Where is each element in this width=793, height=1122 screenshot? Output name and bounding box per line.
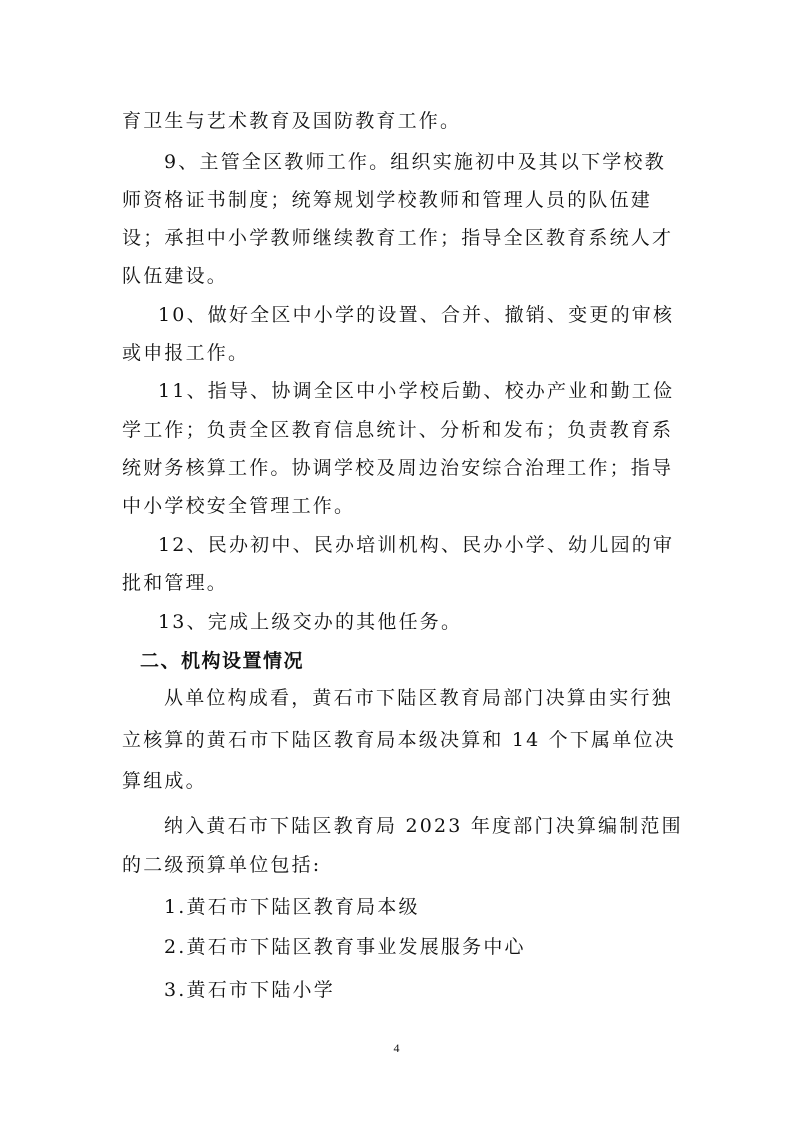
text-line: 学工作；负责全区教育信息统计、分析和发布；负责教育系 (122, 419, 674, 441)
text-line: 设；承担中小学教师继续教育工作；指导全区教育系统人才 (122, 227, 674, 249)
list-item: 2.黄石市下陆区教育事业发展服务中心 (164, 936, 526, 958)
text-line: 育卫生与艺术教育及国防教育工作。 (122, 110, 462, 132)
text-line: 的二级预算单位包括: (122, 854, 322, 876)
section-heading: 二、机构设置情况 (140, 650, 305, 672)
text-line: 9、主管全区教师工作。组织实施初中及其以下学校教 (164, 151, 666, 173)
text-line: 队伍建设。 (122, 265, 229, 287)
list-item: 3.黄石市下陆小学 (164, 979, 335, 1001)
text-line: 纳入黄石市下陆区教育局 2023 年度部门决算编制范围 (164, 815, 683, 837)
text-line: 10、做好全区中小学的设置、合并、撤销、变更的审核 (158, 304, 675, 326)
page-number: 4 (393, 1041, 400, 1055)
text-line: 算组成。 (122, 770, 207, 792)
text-line: 12、民办初中、民办培训机构、民办小学、幼儿园的审 (158, 534, 675, 556)
text-line: 从单位构成看，黄石市下陆区教育局部门决算由实行独 (164, 687, 673, 709)
text-line: 11、指导、协调全区中小学校后勤、校办产业和勤工俭 (158, 380, 675, 402)
text-line: 或申报工作。 (122, 342, 250, 364)
list-item: 1.黄石市下陆区教育局本级 (164, 896, 420, 918)
text-line: 批和管理。 (122, 572, 229, 594)
text-line: 13、完成上级交办的其他任务。 (158, 611, 463, 633)
text-line: 中小学校安全管理工作。 (122, 495, 356, 517)
text-line: 立核算的黄石市下陆区教育局本级决算和 14 个下属单位决 (122, 729, 676, 751)
text-line: 统财务核算工作。协调学校及周边治安综合治理工作；指导 (122, 457, 674, 479)
text-line: 师资格证书制度；统筹规划学校教师和管理人员的队伍建 (122, 189, 653, 211)
